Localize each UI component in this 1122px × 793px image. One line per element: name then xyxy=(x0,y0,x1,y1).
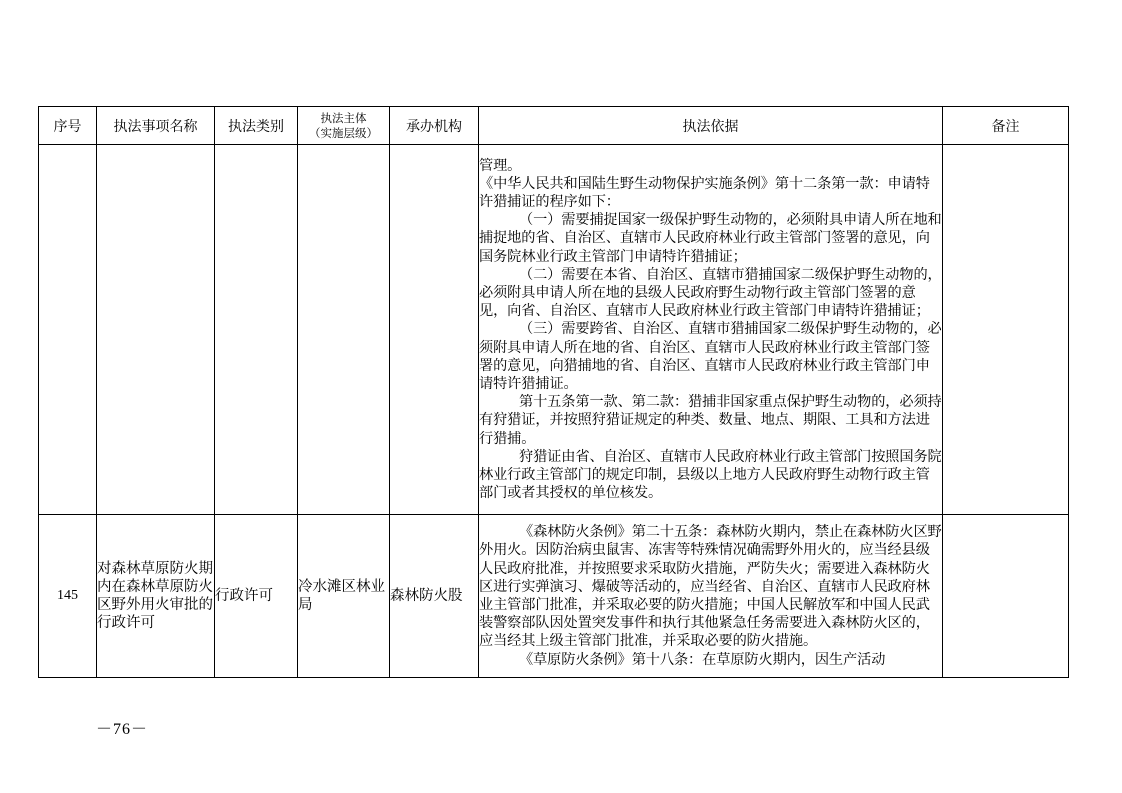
cell-subject-empty xyxy=(298,145,390,515)
table-row-continuation xyxy=(39,145,1069,515)
cell-item-name-empty xyxy=(97,145,215,515)
cell-agency-empty xyxy=(390,145,479,515)
cell-basis-continuation xyxy=(479,145,943,515)
cell-agency: 森林防火股 xyxy=(390,515,479,678)
header-seq: 序号 xyxy=(39,107,97,145)
basis-paragraph: 狩猎证由省、自治区、直辖市人民政府林业行政主管部门按照国务院林业行政主管部门的规定印制，县级以上地方人民政府野生动物行政主管部门或者其授权的单位核发。 xyxy=(479,448,942,502)
header-remarks: 备注 xyxy=(943,107,1069,145)
header-agency: 承办机构 xyxy=(390,107,479,145)
header-item-name: 执法事项名称 xyxy=(97,107,215,145)
cell-subject: 冷水滩区林业局 xyxy=(298,515,390,678)
cell-category-empty xyxy=(215,145,298,515)
cell-remarks-empty xyxy=(943,145,1069,515)
cell-remarks xyxy=(943,515,1069,678)
header-basis: 执法依据 xyxy=(479,107,943,145)
basis-paragraph: 《草原防火条例》第十八条：在草原防火期内，因生产活动 xyxy=(519,651,886,668)
header-row xyxy=(39,107,1069,145)
basis-paragraph: （一）需要捕捉国家一级保护野生动物的，必须附具申请人所在地和捕捉地的省、自治区、直辖市人民政府林业行政主管部门签署的意见，向国务院林业行政主管部门申请特许猎捕证； xyxy=(479,212,942,265)
basis-paragraph: 第十五条第一款、第二款：猎捕非国家重点保护野生动物的，必须持有狩猎证，并按照狩猎证规定的种类、数量、地点、期限、工具和方法进行猎捕。 xyxy=(479,394,942,447)
cell-seq: 145 xyxy=(39,515,97,678)
header-subject xyxy=(298,107,390,145)
table-row-145 xyxy=(39,515,1069,678)
basis-paragraph: （三）需要跨省、自治区、直辖市猎捕国家二级保护野生动物的，必须附具申请人所在地的省、自治区、直辖市人民政府林业行政主管部门签署的意见，向猎捕地的省、自治区、直辖市人民政府林业行政主管部门申请特许猎捕证。 xyxy=(479,321,942,392)
header-subject-line2: （实施层级） xyxy=(309,125,378,140)
header-category: 执法类别 xyxy=(215,107,298,145)
basis-paragraph: 管理。 xyxy=(479,157,522,174)
enforcement-table xyxy=(38,106,1069,678)
basis-paragraph: 《森林防火条例》第二十五条：森林防火期内，禁止在森林防火区野外用火。因防治病虫鼠害、冻害等特殊情况确需野外用火的，应当经县级人民政府批准，并按照要求采取防火措施，严防失火；需要进入森林防火区进行实弹演习、爆破等活动的，应当经省、自治区、直辖市人民政府林业主管部门批准，并采取必要的防火措施；中国人民解放军和中国人民武装警察部队因处置突发事件和执行其他紧急任务需要进入森林防火区的，应当经其上级主管部门批准，并采取必要的防火措施。 xyxy=(479,524,942,650)
page-number: －76－ xyxy=(96,721,149,738)
basis-paragraph: （二）需要在本省、自治区、直辖市猎捕国家二级保护野生动物的，必须附具申请人所在地的县级人民政府野生动物行政主管部门签署的意见，向省、自治区、直辖市人民政府林业行政主管部门申请特许猎捕证； xyxy=(479,266,942,320)
cell-basis xyxy=(479,515,943,678)
header-subject-line1: 执法主体 xyxy=(320,110,367,125)
cell-category: 行政许可 xyxy=(215,515,298,678)
basis-paragraph: 《中华人民共和国陆生野生动物保护实施条例》第十二条第一款：申请特许猎捕证的程序如下： xyxy=(479,175,930,210)
cell-seq-empty xyxy=(39,145,97,515)
cell-item-name: 对森林草原防火期内在森林草原防火区野外用火审批的行政许可 xyxy=(97,515,215,678)
